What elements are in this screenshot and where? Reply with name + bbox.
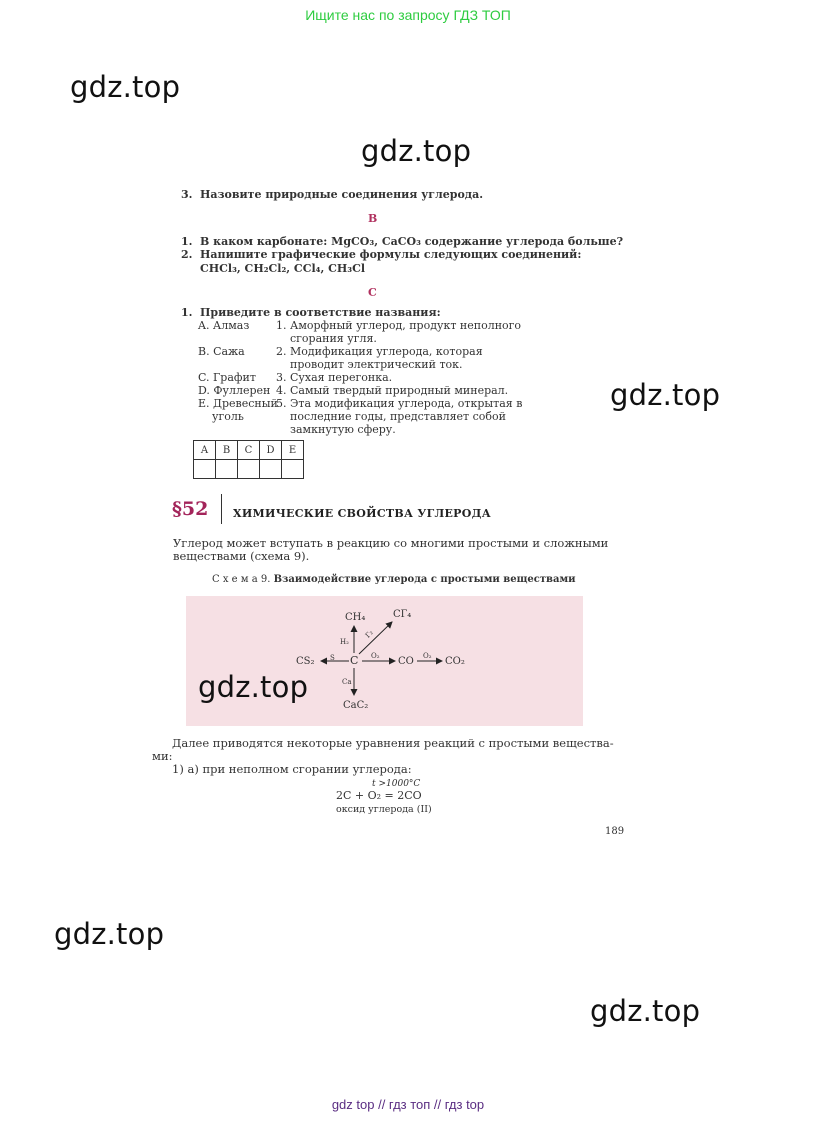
question-number: 3. — [181, 188, 193, 201]
question-b1 — [181, 235, 623, 248]
continuation-item: 1) а) при неполном сгорании углерода: — [172, 762, 412, 776]
scheme-diagram — [186, 596, 583, 726]
scheme-right1-reagent: O₂ — [371, 652, 380, 660]
answer-cell[interactable] — [194, 460, 216, 479]
answer-table — [193, 440, 304, 479]
question-number: 1. — [181, 235, 193, 248]
answer-header-cell: D — [260, 441, 282, 460]
answer-table-row — [194, 460, 304, 479]
match-right-item: 3. Сухая перегонка. — [276, 371, 393, 384]
reaction-equation: 2C + O₂ = 2CO — [336, 789, 422, 802]
answer-cell[interactable] — [260, 460, 282, 479]
watermark: gdz.top — [70, 70, 181, 104]
scheme-right2-reagent: O₂ — [423, 652, 432, 660]
scheme-label: С х е м а 9. — [212, 574, 271, 585]
question-text: Назовите природные соединения углерода. — [200, 188, 484, 201]
paragraph-title: ХИМИЧЕСКИЕ СВОЙСТВА УГЛЕРОДА — [233, 507, 491, 520]
answer-header-cell: A — [194, 441, 216, 460]
heading-divider — [221, 494, 222, 524]
footer-links[interactable]: gdz top // гдз топ // гдз top — [331, 1097, 485, 1112]
scheme-bottom-reagent: Ca — [342, 678, 352, 686]
top-banner[interactable]: Ищите нас по запросу ГДЗ ТОП — [305, 7, 511, 23]
answer-header-cell: B — [216, 441, 238, 460]
match-left-item: уголь — [212, 410, 244, 423]
match-left-item: D. Фуллерен — [198, 384, 271, 397]
match-right-item: 4. Самый твердый природный минерал. — [276, 384, 509, 397]
continuation-line: Далее приводятся некоторые уравнения реакций с простыми вещества- — [172, 736, 614, 750]
match-right-item: проводит электрический ток. — [290, 358, 463, 371]
question-number: 1. — [181, 306, 193, 319]
question-text: Напишите графические формулы следующих соединений: — [200, 248, 582, 261]
scheme-title: Взаимодействие углерода с простыми веществами — [273, 574, 576, 585]
scheme-left: CS₂ — [296, 656, 315, 667]
question-b2 — [181, 248, 581, 261]
scheme-top-right-reagent: Г₂ — [363, 628, 375, 640]
match-right-item: последние годы, представляет собой — [290, 410, 506, 423]
scheme-top-right: CГ₄ — [393, 609, 412, 620]
reaction-condition: t >1000°C — [372, 779, 421, 789]
match-left-item: E. Древесный — [198, 397, 278, 410]
question-a3 — [181, 188, 483, 201]
match-left-item: A. Алмаз — [198, 319, 250, 332]
page-number: 189 — [605, 826, 625, 837]
intro-line: Углерод может вступать в реакцию со многими простыми и сложными — [173, 536, 609, 550]
answer-cell[interactable] — [282, 460, 304, 479]
watermark: gdz.top — [54, 917, 165, 951]
answer-header-cell: C — [238, 441, 260, 460]
section-letter-b: B — [368, 212, 378, 225]
answer-cell[interactable] — [238, 460, 260, 479]
watermark: gdz.top — [361, 134, 472, 168]
answer-header-cell: E — [282, 441, 304, 460]
answer-cell[interactable] — [216, 460, 238, 479]
watermark: gdz.top — [610, 378, 721, 412]
scheme-top: CH₄ — [345, 612, 366, 623]
intro-line: веществами (схема 9). — [173, 549, 310, 563]
match-right-item: замкнутую сферу. — [290, 423, 396, 436]
question-c1 — [181, 306, 441, 319]
watermark: gdz.top — [590, 994, 701, 1028]
watermark: gdz.top — [198, 670, 309, 704]
section-letter-c: C — [368, 286, 377, 299]
question-text: В каком карбонате: MgCO₃, CaCO₃ содержание углерода больше? — [200, 235, 624, 248]
match-right-item: сгорания угля. — [290, 332, 377, 345]
answer-table-header — [194, 441, 304, 460]
continuation-line: ми: — [152, 749, 173, 763]
question-text: Приведите в соответствие названия: — [200, 306, 441, 319]
match-right-item: 5. Эта модификация углерода, открытая в — [276, 397, 523, 410]
scheme-top-reagent: H₂ — [340, 638, 349, 646]
match-left-item: C. Графит — [198, 371, 256, 384]
scheme-arrows — [186, 596, 583, 726]
match-right-item: 1. Аморфный углерод, продукт неполного — [276, 319, 522, 332]
scheme-bottom: CaC₂ — [343, 700, 369, 711]
scheme-right2: CO₂ — [445, 656, 465, 667]
question-b2-formulas: CHCl₃, CH₂Cl₂, CCl₄, CH₃Cl — [200, 262, 365, 275]
scheme-center: C — [350, 654, 359, 667]
match-right-item: 2. Модификация углерода, которая — [276, 345, 483, 358]
scheme-left-reagent: S — [330, 654, 335, 662]
scheme-caption — [212, 573, 576, 586]
product-name: оксид углерода (II) — [336, 804, 432, 815]
paragraph-number: §52 — [172, 498, 209, 520]
scheme-right1: CO — [398, 656, 414, 667]
question-number: 2. — [181, 248, 193, 261]
match-left-item: B. Сажа — [198, 345, 245, 358]
